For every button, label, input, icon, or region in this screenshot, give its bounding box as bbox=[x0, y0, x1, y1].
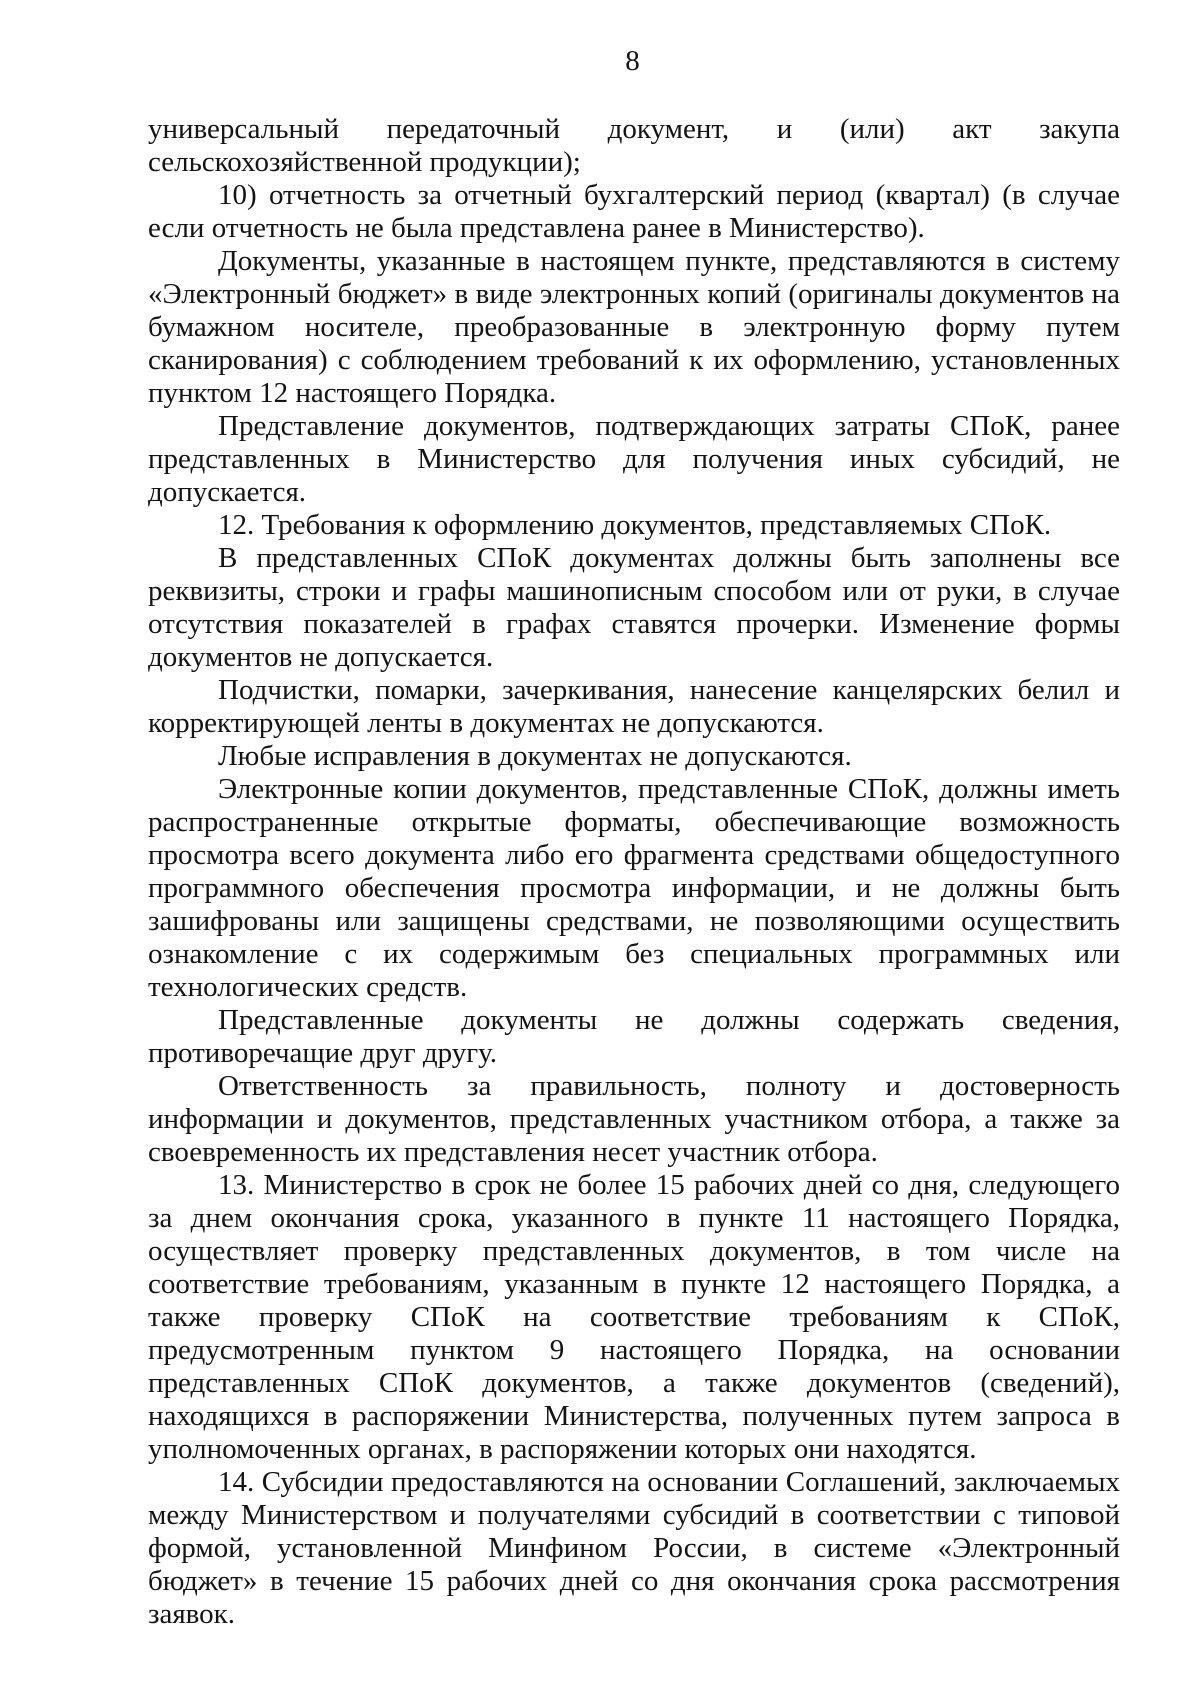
paragraph-responsibility: Ответственность за правильность, полноту и достоверность информации и документов, представленных участником отбора, а также за своевременность их представления несет участник отбора. bbox=[148, 1070, 1120, 1168]
document-body bbox=[148, 113, 1120, 1631]
paragraph-requisites: В представленных СПоК документах должны быть заполнены все реквизиты, строки и графы машинописным способом или от руки, в случае отсутствия показателей в графах ставятся прочерки. Изменение формы документов не допускается. bbox=[148, 542, 1120, 673]
paragraph-item-10: 10) отчетность за отчетный бухгалтерский период (квартал) (в случае если отчетность не была представлена ранее в Министерство). bbox=[148, 179, 1120, 244]
paragraph-documents-submission: Документы, указанные в настоящем пункте, представляются в систему «Электронный бюджет» в виде электронных копий (оригиналы документов на бумажном носителе, преобразованные в электронную форму путем сканирования) с соблюдением требований к их оформлению, установленных пунктом 12 настоящего Порядка. bbox=[148, 245, 1120, 409]
paragraph-section-12-heading: 12. Требования к оформлению документов, представляемых СПоК. bbox=[218, 509, 1052, 541]
paragraph-corrections-forbidden: Подчистки, помарки, зачеркивания, нанесение канцелярских белил и корректирующей ленты в документах не допускаются. bbox=[148, 674, 1120, 739]
paragraph-electronic-copies: Электронные копии документов, представленные СПоК, должны иметь распространенные открытые форматы, обеспечивающие возможность просмотра всего документа либо его фрагмента средствами общедоступного программного обеспечения просмотра информации, и не должны быть зашифрованы или защищены средствами, не позволяющими осуществить ознакомление с их содержимым без специальных программных или технологических средств. bbox=[148, 773, 1120, 1003]
paragraph-no-fixes: Любые исправления в документах не допускаются. bbox=[218, 740, 852, 772]
paragraph-continuation: универсальный передаточный документ, и (или) акт закупа сельскохозяйственной продукции); bbox=[148, 113, 1120, 178]
page-number: 8 bbox=[625, 45, 640, 77]
paragraph-no-contradictions: Представленные документы не должны содержать сведения, противоречащие друг другу. bbox=[148, 1004, 1120, 1069]
paragraph-section-13: 13. Министерство в срок не более 15 рабочих дней со дня, следующего за днем окончания срока, указанного в пункте 11 настоящего Порядка, осуществляет проверку представленных документов, в том числе на соответствие требованиям, указанным в пункте 12 настоящего Порядка, а также проверку СПоК на соответствие требованиям к СПоК, предусмотренным пунктом 9 настоящего Порядка, на основании представленных СПоК документов, а также документов (сведений), находящихся в распоряжении Министерства, полученных путем запроса в уполномоченных органах, в распоряжении которых они находятся. bbox=[148, 1169, 1120, 1465]
paragraph-section-14: 14. Субсидии предоставляются на основании Соглашений, заключаемых между Министерством и получателями субсидий в соответствии с типовой формой, установленной Минфином России, в системе «Электронный бюджет» в течение 15 рабочих дней со дня окончания срока рассмотрения заявок. bbox=[148, 1466, 1120, 1630]
paragraph-previous-submission: Представление документов, подтверждающих затраты СПоК, ранее представленных в Министерство для получения иных субсидий, не допускается. bbox=[148, 410, 1120, 508]
